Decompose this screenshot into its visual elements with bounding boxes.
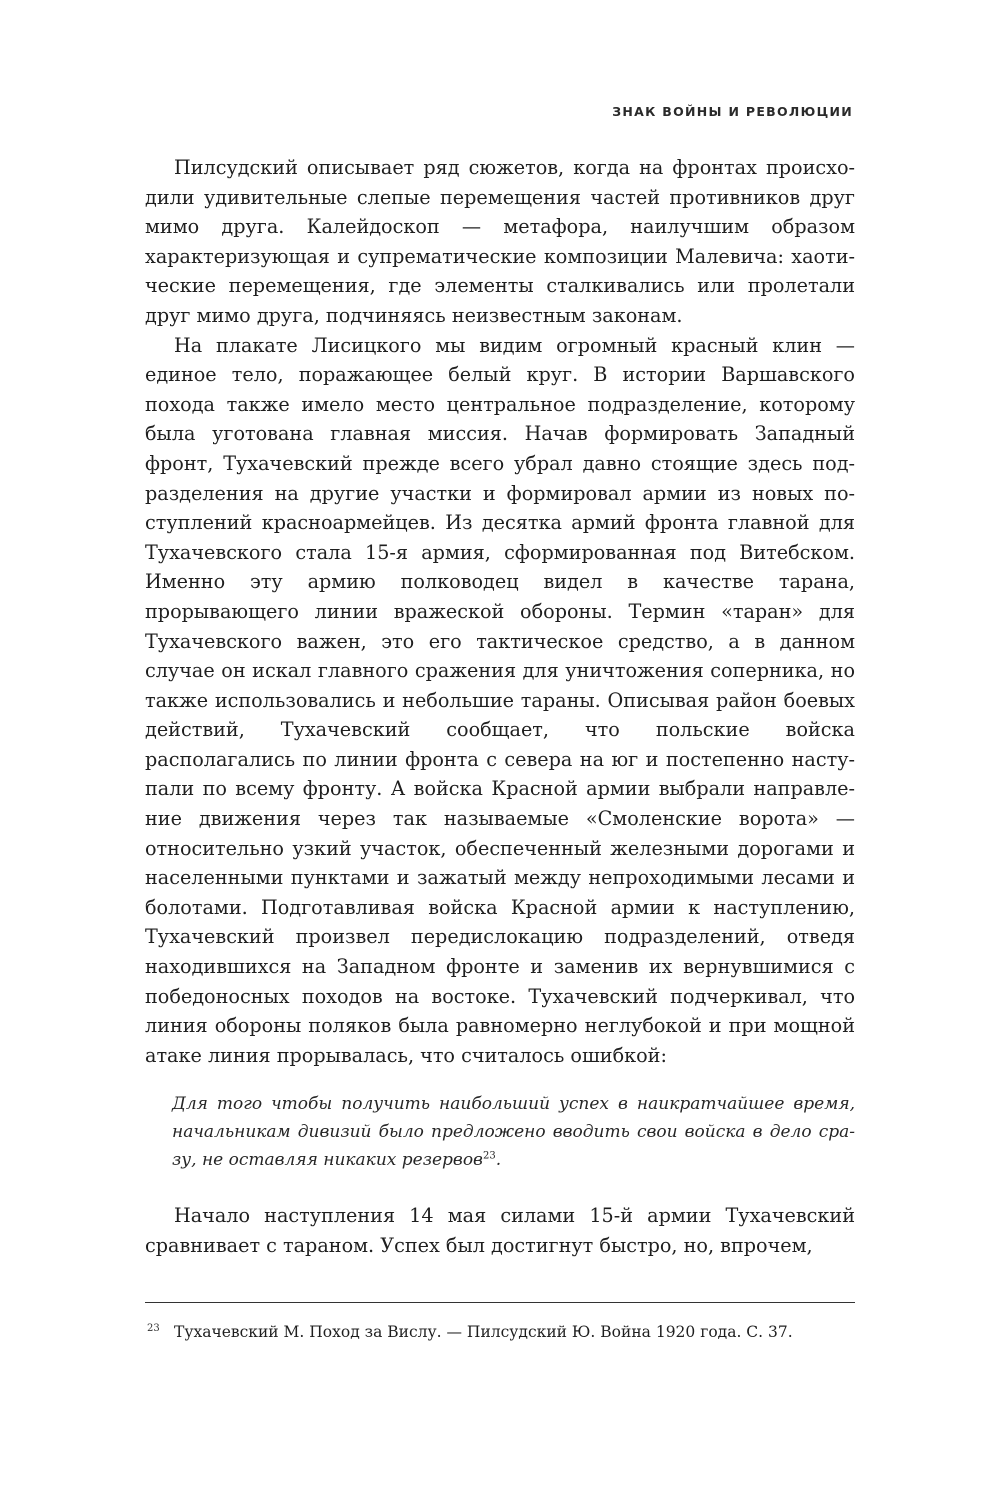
running-head: ЗНАК ВОЙНЫ И РЕВОЛЮЦИИ xyxy=(612,104,853,119)
quote-end: . xyxy=(495,1150,502,1170)
footnote-number: 23 xyxy=(147,1323,160,1334)
quote-text: Для того чтобы получить наибольший успех в наикратчайшее время, начальникам дивизий было предложено вводить свои войска в дело сразу, не оставляя никаких резервов xyxy=(172,1094,855,1170)
closing-text xyxy=(145,1201,855,1260)
footnote-reference: 23 xyxy=(482,1150,496,1162)
paragraph-1: Пилсудский описывает ряд сюжетов, когда на фронтах происходили удивительные слепые перемещения частей противников друг мимо друга. Калейдоскоп — метафора, наилучшим образом характеризующая и супрематические композиции Малевича: хаотические перемещения, где элементы сталкивались или пролетали друг мимо друга, подчиняясь неизвестным законам. xyxy=(145,156,855,327)
footnote-divider xyxy=(145,1302,855,1303)
paragraph-3: Начало наступления 14 мая силами 15-й армии Тухачевский сравнивает с тараном. Успех был достигнут быстро, но, впрочем, xyxy=(145,1204,855,1257)
block-quote xyxy=(172,1090,855,1174)
paragraph-2: На плакате Лисицкого мы видим огромный красный клин — единое тело, поражающее белый круг. В истории Варшавского похода также имело место центральное подразделение, которому была уготована главная миссия. Начав формировать Западный фронт, Тухачевский прежде всего убрал давно стоящие здесь подразделения на другие участки и формировал армии из новых поступлений красноармейцев. Из десятка армий фронта главной для Тухачевского стала 15-я армия, сформированная под Витебском. Именно эту армию полководец видел в качестве тарана, прорывающего линии вражеской обороны. Термин «таран» для Тухачевского важен, это его тактическое средство, а в данном случае он искал главного сражения для уничтожения соперника, но также использовались и небольшие тараны. Описывая район боевых действий, Тухачевский сообщает, что польские войска располагались по линии фронта с севера на юг и постепенно наступали по всему фронту. А войска Красной армии выбрали направление движения через так называемые «Смоленские ворота» — относительно узкий участок, обеспеченный железными дорогами и населенными пунктами и зажатый между непроходимыми лесами и болотами. Подготавливая войска Красной армии к наступлению, Тухачевский произвел передислокацию подразделений, отведя находившихся на Западном фронте и заменив их вернувшимися с победоносных походов на востоке. Тухачевский подчеркивал, что линия обороны поляков была равномерно неглубокой и при мощной атаке линия прорывалась, что считалось ошибкой: xyxy=(145,333,855,1067)
main-text xyxy=(145,153,855,1070)
footnote-text: Тухачевский М. Поход за Вислу. — Пилсудский Ю. Война 1920 года. С. 37. xyxy=(174,1323,793,1341)
